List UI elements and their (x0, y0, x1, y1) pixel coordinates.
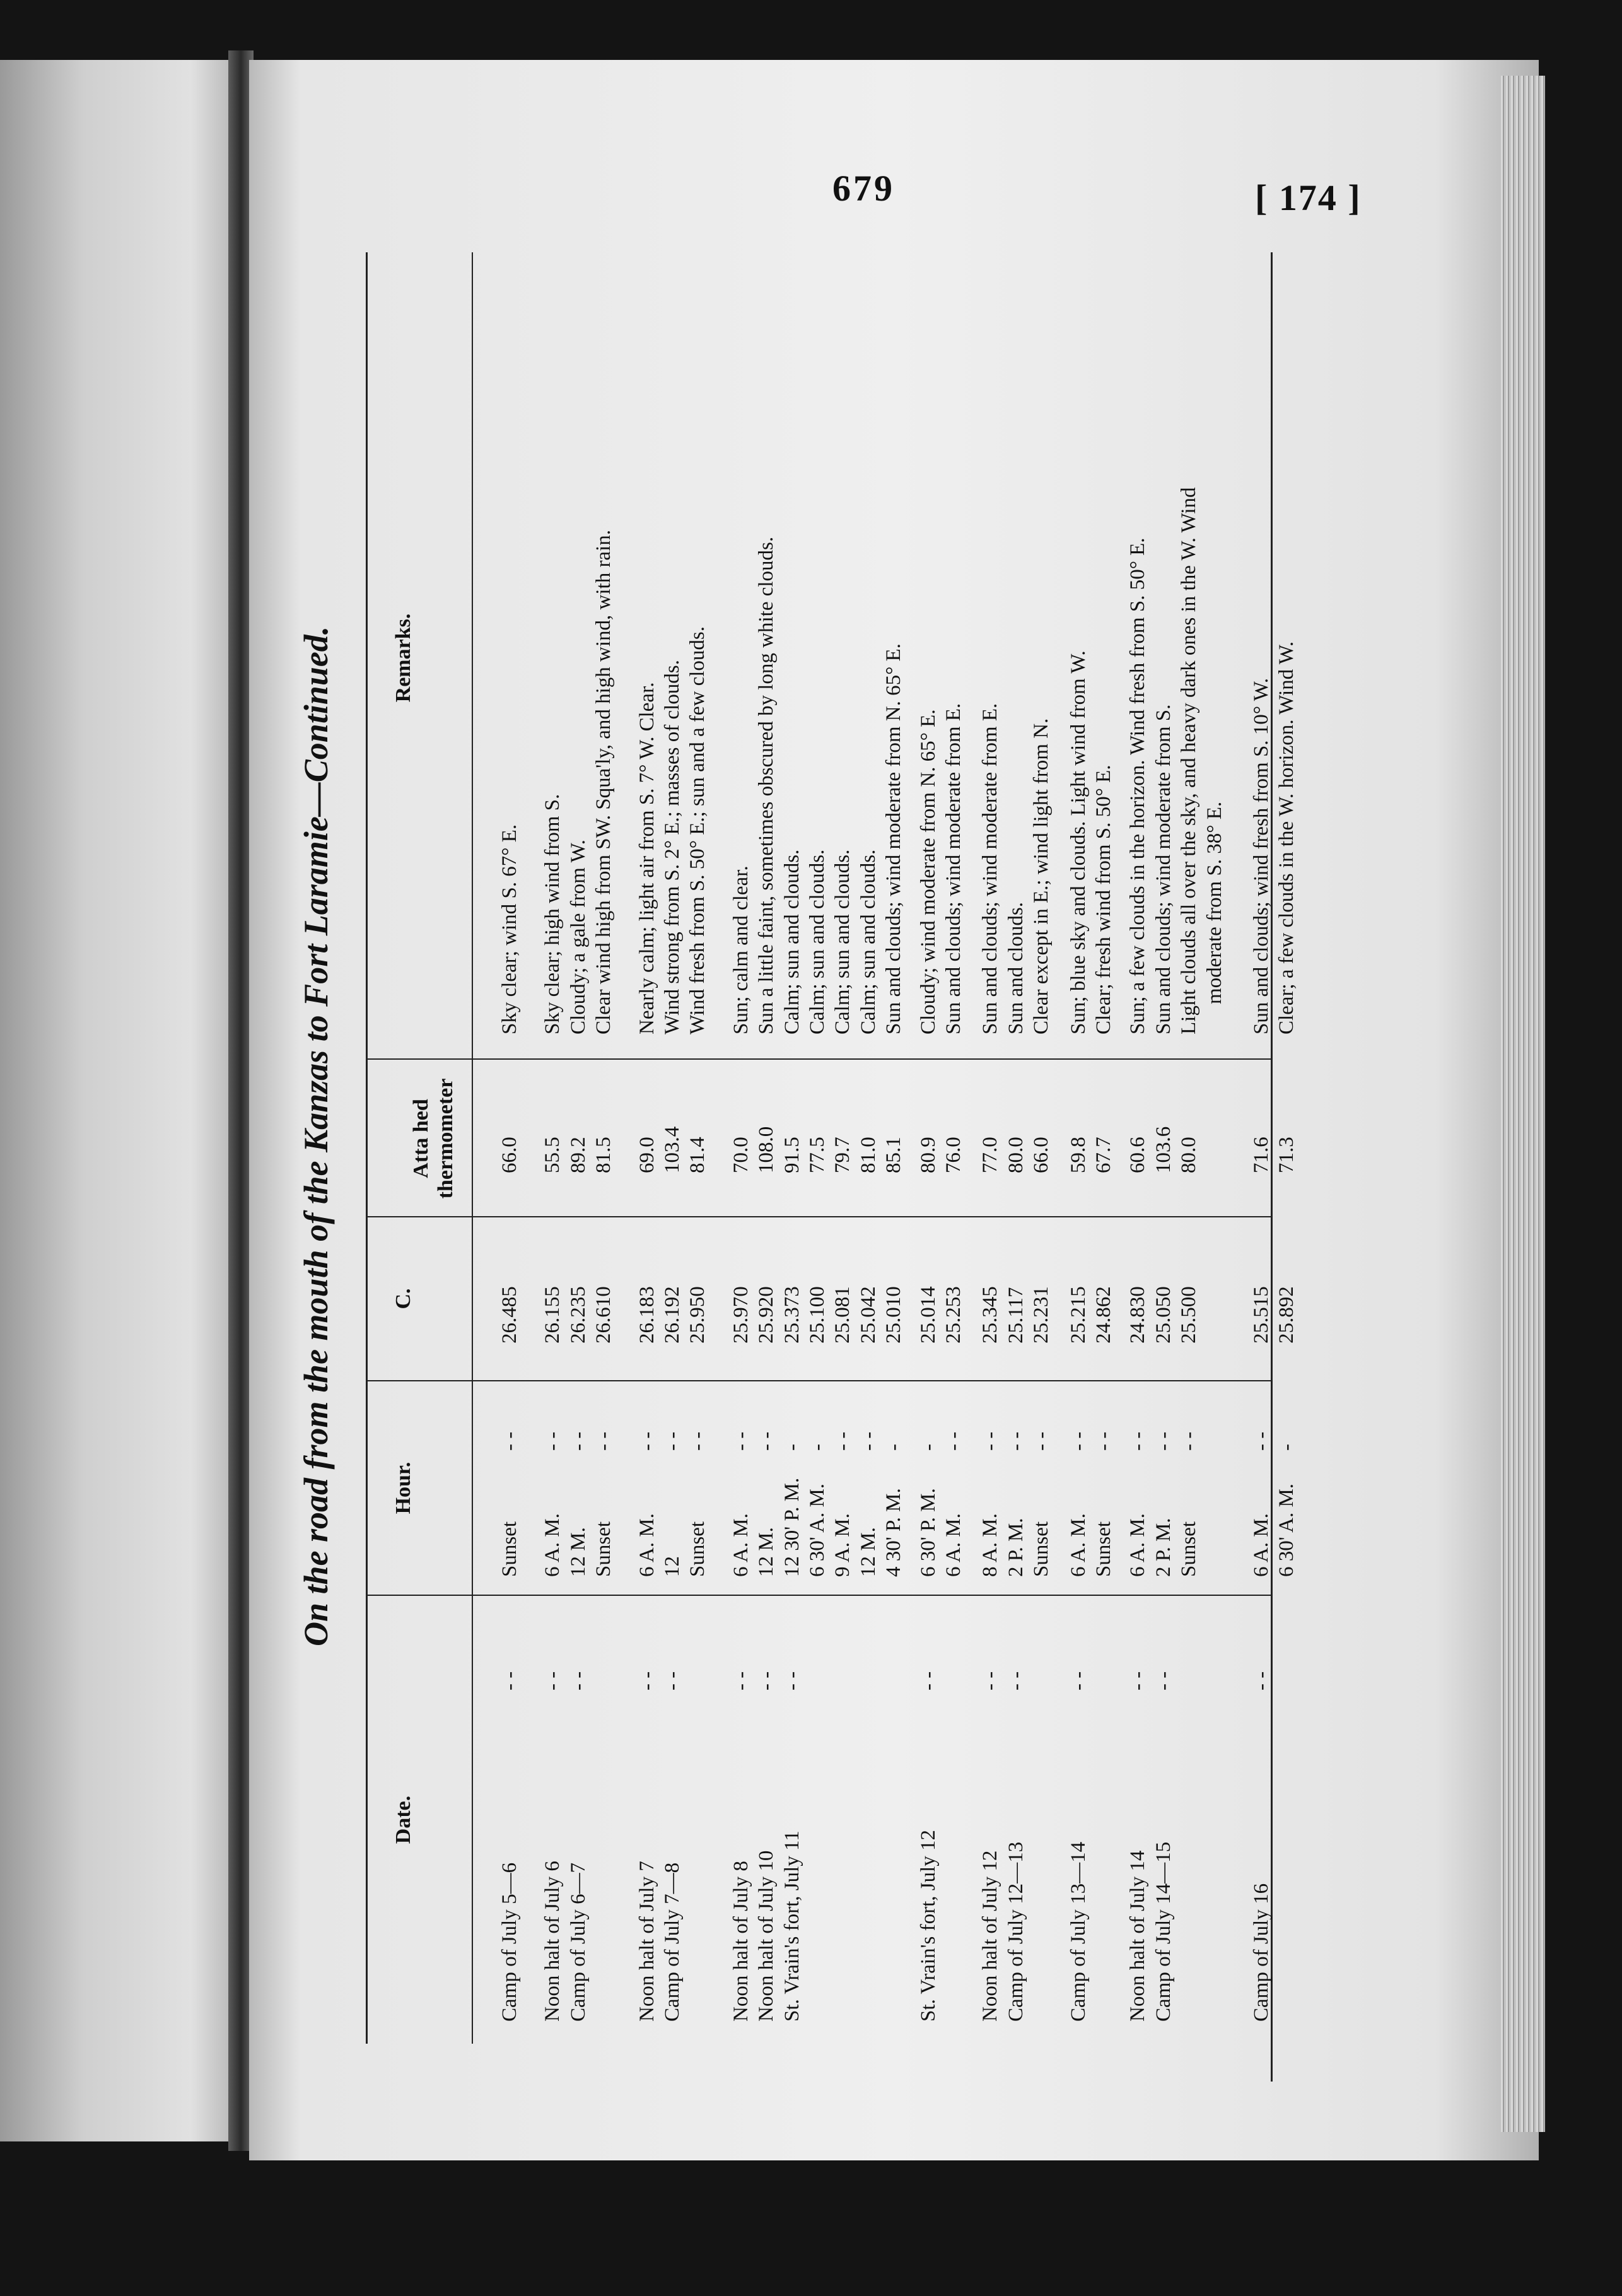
row-remarks: Sun and clouds; wind moderate from E. (942, 703, 965, 1034)
row-date-leader: - - (1066, 1671, 1090, 1690)
row-barometer: 26.485 (498, 1286, 521, 1344)
row-remarks: Light clouds all over the sky, and heavy dark ones in the W. Wind (1177, 487, 1201, 1034)
row-hour: 6 30' P. M. (916, 1488, 940, 1577)
row-barometer: 25.920 (755, 1286, 778, 1344)
row-remarks: Cloudy; wind moderate from N. 65° E. (916, 709, 940, 1034)
row-barometer: 25.010 (882, 1286, 906, 1344)
row-hour-leader: - - (1152, 1431, 1175, 1451)
row-hour-leader: - (806, 1444, 829, 1451)
row-thermometer: 66.0 (498, 1137, 521, 1173)
row-remarks: Sun a little faint, sometimes obscured by long white clouds. (755, 536, 778, 1034)
row-date-leader: - - (566, 1671, 590, 1690)
row-hour: Sunset (592, 1521, 616, 1577)
row-date: Noon halt of July 8 (729, 1861, 752, 2022)
row-hour-leader: - - (498, 1431, 521, 1451)
row-date-leader: - - (780, 1671, 803, 1690)
row-thermometer: 81.5 (592, 1137, 616, 1173)
row-hour-leader: - - (831, 1431, 855, 1451)
row-date-leader: - - (661, 1671, 684, 1690)
row-thermometer: 79.7 (831, 1137, 855, 1173)
row-remarks: Calm; sun and clouds. (856, 849, 880, 1034)
row-remarks: Sun and clouds. (1004, 902, 1027, 1034)
row-barometer: 24.830 (1126, 1286, 1150, 1344)
row-remarks: Sun; a few clouds in the horizon. Wind fresh from S. 50° E. (1126, 537, 1150, 1034)
row-date: St. Vrain's fort, July 12 (916, 1829, 940, 2022)
row-hour: 6 30' A. M. (806, 1483, 829, 1577)
row-hour-leader: - - (661, 1431, 684, 1451)
row-barometer: 25.950 (686, 1286, 709, 1344)
row-remarks: Sun; calm and clear. (729, 865, 752, 1034)
row-hour-leader: - - (1092, 1431, 1115, 1451)
row-remarks: Sun; blue sky and clouds. Light wind from W. (1066, 650, 1090, 1034)
row-remarks: Nearly calm; light air from S. 7° W. Clear. (635, 682, 658, 1034)
row-hour-leader: - - (541, 1431, 564, 1451)
row-remarks: moderate from S. 38° E. (1203, 801, 1226, 1004)
row-hour-leader: - - (1126, 1431, 1150, 1451)
row-date-leader: - - (1004, 1671, 1027, 1690)
table-title: On the road from the mouth of the Kanzas to Fort Laramie—Continued. (297, 626, 335, 1646)
col-rule-1 (366, 1595, 1271, 1596)
row-hour-leader: - (780, 1444, 803, 1451)
row-thermometer: 91.5 (780, 1137, 803, 1173)
row-remarks: Sky clear; high wind from S. (541, 794, 564, 1034)
row-hour-leader: - (882, 1444, 906, 1451)
row-hour: 2 P. M. (1004, 1518, 1027, 1577)
row-hour-leader: - - (1030, 1431, 1053, 1451)
row-barometer: 25.042 (856, 1286, 880, 1344)
row-date-leader: - - (755, 1671, 778, 1690)
row-thermometer: 80.0 (1004, 1137, 1027, 1173)
row-barometer: 25.515 (1250, 1286, 1273, 1344)
row-hour: 6 A. M. (541, 1513, 564, 1577)
header-remarks: Remarks. (392, 613, 415, 703)
row-date-leader: - - (1126, 1671, 1150, 1690)
document-number: [ 174 ] (1255, 177, 1362, 218)
row-hour: Sunset (1092, 1521, 1115, 1577)
row-hour-leader: - - (979, 1431, 1002, 1451)
row-thermometer: 71.6 (1250, 1137, 1273, 1173)
row-remarks: Clear; a few clouds in the W. horizon. Wind W. (1275, 641, 1298, 1034)
row-date-leader: - - (729, 1671, 752, 1690)
row-hour: 6 A. M. (942, 1513, 965, 1577)
row-hour: 6 A. M. (635, 1513, 658, 1577)
row-hour: 6 A. M. (1126, 1513, 1150, 1577)
row-date: St. Vrain's fort, July 11 (780, 1830, 803, 2022)
row-thermometer: 70.0 (729, 1137, 752, 1173)
row-thermometer: 80.0 (1177, 1137, 1201, 1173)
col-rule-3 (366, 1216, 1271, 1217)
row-date: Camp of July 14—15 (1152, 1841, 1175, 2022)
row-hour-leader: - - (755, 1431, 778, 1451)
row-hour: 9 A. M. (831, 1513, 855, 1577)
row-barometer: 25.014 (916, 1286, 940, 1344)
row-hour: 12 30' P. M. (780, 1477, 803, 1577)
col-rule-4 (366, 1058, 1271, 1060)
row-remarks: Calm; sun and clouds. (831, 849, 855, 1034)
row-thermometer: 77.0 (979, 1137, 1002, 1173)
row-barometer: 25.117 (1004, 1287, 1027, 1344)
row-remarks: Sun and clouds; wind fresh from S. 10° W. (1250, 677, 1273, 1034)
row-hour: 6 A. M. (1066, 1513, 1090, 1577)
row-hour-leader: - (916, 1444, 940, 1451)
col-rule-2 (366, 1380, 1271, 1381)
row-hour: 2 P. M. (1152, 1518, 1175, 1577)
row-remarks: Wind strong from S. 2° E.; masses of clouds. (661, 660, 684, 1034)
row-date: Noon halt of July 6 (541, 1861, 564, 2022)
row-remarks: Clear; fresh wind from S. 50° E. (1092, 764, 1115, 1034)
row-thermometer: 67.7 (1092, 1137, 1115, 1173)
row-thermometer: 59.8 (1066, 1137, 1090, 1173)
row-date-leader: - - (498, 1671, 521, 1690)
row-remarks: Clear wind high from SW. Squa'ly, and high wind, with rain. (592, 529, 616, 1034)
row-barometer: 26.235 (566, 1286, 590, 1344)
row-thermometer: 77.5 (806, 1137, 829, 1173)
row-hour: 6 A. M. (1250, 1513, 1273, 1577)
row-thermometer: 71.3 (1275, 1137, 1298, 1173)
header-c: C. (392, 1288, 415, 1309)
row-remarks: Wind fresh from S. 50° E.; sun and a few clouds. (686, 626, 709, 1034)
row-date-leader: - - (1250, 1671, 1273, 1690)
row-thermometer: 69.0 (635, 1137, 658, 1173)
row-hour: Sunset (498, 1521, 521, 1577)
row-hour: 6 A. M. (729, 1513, 752, 1577)
row-thermometer: 108.0 (755, 1126, 778, 1173)
row-hour: 6 30' A. M. (1275, 1483, 1298, 1577)
row-hour: 12 M. (755, 1527, 778, 1577)
row-date: Noon halt of July 10 (755, 1850, 778, 2022)
row-remarks: Sky clear; wind S. 67° E. (498, 824, 521, 1034)
row-hour-leader: - - (1250, 1431, 1273, 1451)
row-barometer: 26.155 (541, 1286, 564, 1344)
row-date: Noon halt of July 14 (1126, 1850, 1150, 2022)
row-barometer: 26.610 (592, 1286, 616, 1344)
row-barometer: 25.373 (780, 1286, 803, 1344)
row-remarks: Sun and clouds; wind moderate from N. 65° E. (882, 643, 906, 1034)
row-hour-leader: - - (942, 1431, 965, 1451)
row-barometer: 25.253 (942, 1286, 965, 1344)
row-barometer: 25.081 (831, 1286, 855, 1344)
row-date-leader: - - (916, 1671, 940, 1690)
row-hour-leader: - - (856, 1431, 880, 1451)
facing-page-left (0, 60, 238, 2141)
row-date: Camp of July 7—8 (661, 1862, 684, 2022)
row-thermometer: 103.6 (1152, 1126, 1175, 1173)
row-hour-leader: - - (1066, 1431, 1090, 1451)
row-hour-leader: - - (1177, 1431, 1201, 1451)
row-hour: 12 M. (566, 1527, 590, 1577)
row-barometer: 25.215 (1066, 1286, 1090, 1344)
row-hour-leader: - - (729, 1431, 752, 1451)
row-thermometer: 81.4 (686, 1137, 709, 1173)
row-barometer: 26.192 (661, 1286, 684, 1344)
row-date: Noon halt of July 12 (979, 1850, 1002, 2022)
row-thermometer: 60.6 (1126, 1137, 1150, 1173)
row-remarks: Calm; sun and clouds. (780, 849, 803, 1034)
header-attached-thermometer: Atta hed thermometer (409, 1078, 458, 1199)
row-date-leader: - - (635, 1671, 658, 1690)
row-barometer: 25.970 (729, 1286, 752, 1344)
row-hour: 4 30' P. M. (882, 1488, 906, 1577)
row-date-leader: - - (979, 1671, 1002, 1690)
row-remarks: Cloudy; a gale from W. (566, 840, 590, 1034)
row-thermometer: 81.0 (856, 1137, 880, 1173)
row-date: Camp of July 6—7 (566, 1862, 590, 2022)
row-date: Camp of July 12—13 (1004, 1841, 1027, 2022)
row-hour: Sunset (1030, 1521, 1053, 1577)
row-date-leader: - - (541, 1671, 564, 1690)
header-date: Date. (392, 1795, 415, 1844)
page-number: 679 (832, 168, 895, 209)
row-hour: Sunset (1177, 1521, 1201, 1577)
row-thermometer: 80.9 (916, 1137, 940, 1173)
row-remarks: Clear except in E.; wind light from N. (1030, 718, 1053, 1034)
row-hour-leader: - (1275, 1444, 1298, 1451)
row-hour: 8 A. M. (979, 1513, 1002, 1577)
row-thermometer: 55.5 (541, 1137, 564, 1173)
row-hour-leader: - - (592, 1431, 616, 1451)
header-rule (472, 252, 473, 2044)
row-barometer: 25.345 (979, 1286, 1002, 1344)
row-barometer: 25.892 (1275, 1286, 1298, 1344)
row-thermometer: 103.4 (661, 1126, 684, 1173)
row-hour: 12 (661, 1556, 684, 1577)
row-thermometer: 76.0 (942, 1137, 965, 1173)
row-thermometer: 85.1 (882, 1137, 906, 1173)
row-thermometer: 66.0 (1030, 1137, 1053, 1173)
row-date: Camp of July 13—14 (1066, 1841, 1090, 2022)
row-date: Camp of July 5—6 (498, 1862, 521, 2022)
row-hour-leader: - - (1004, 1431, 1027, 1451)
row-date: Camp of July 16 (1250, 1883, 1273, 2022)
row-remarks: Calm; sun and clouds. (806, 849, 829, 1034)
rotated-table (296, 189, 1337, 2082)
row-barometer: 25.231 (1030, 1286, 1053, 1344)
header-hour: Hour. (392, 1461, 415, 1514)
row-hour: 12 M. (856, 1527, 880, 1577)
row-hour-leader: - - (635, 1431, 658, 1451)
row-remarks: Sun and clouds; wind moderate from E. (979, 703, 1002, 1034)
page-edges (1501, 76, 1545, 2132)
row-barometer: 26.183 (635, 1286, 658, 1344)
row-hour: Sunset (686, 1521, 709, 1577)
top-rule (366, 252, 368, 2044)
row-barometer: 24.862 (1092, 1286, 1115, 1344)
row-date: Noon halt of July 7 (635, 1861, 658, 2022)
row-barometer: 25.050 (1152, 1286, 1175, 1344)
row-hour-leader: - - (686, 1431, 709, 1451)
row-thermometer: 89.2 (566, 1137, 590, 1173)
row-hour-leader: - - (566, 1431, 590, 1451)
row-barometer: 25.100 (806, 1286, 829, 1344)
row-date-leader: - - (1152, 1671, 1175, 1690)
row-remarks: Sun and clouds; wind moderate from S. (1152, 704, 1175, 1034)
row-barometer: 25.500 (1177, 1286, 1201, 1344)
